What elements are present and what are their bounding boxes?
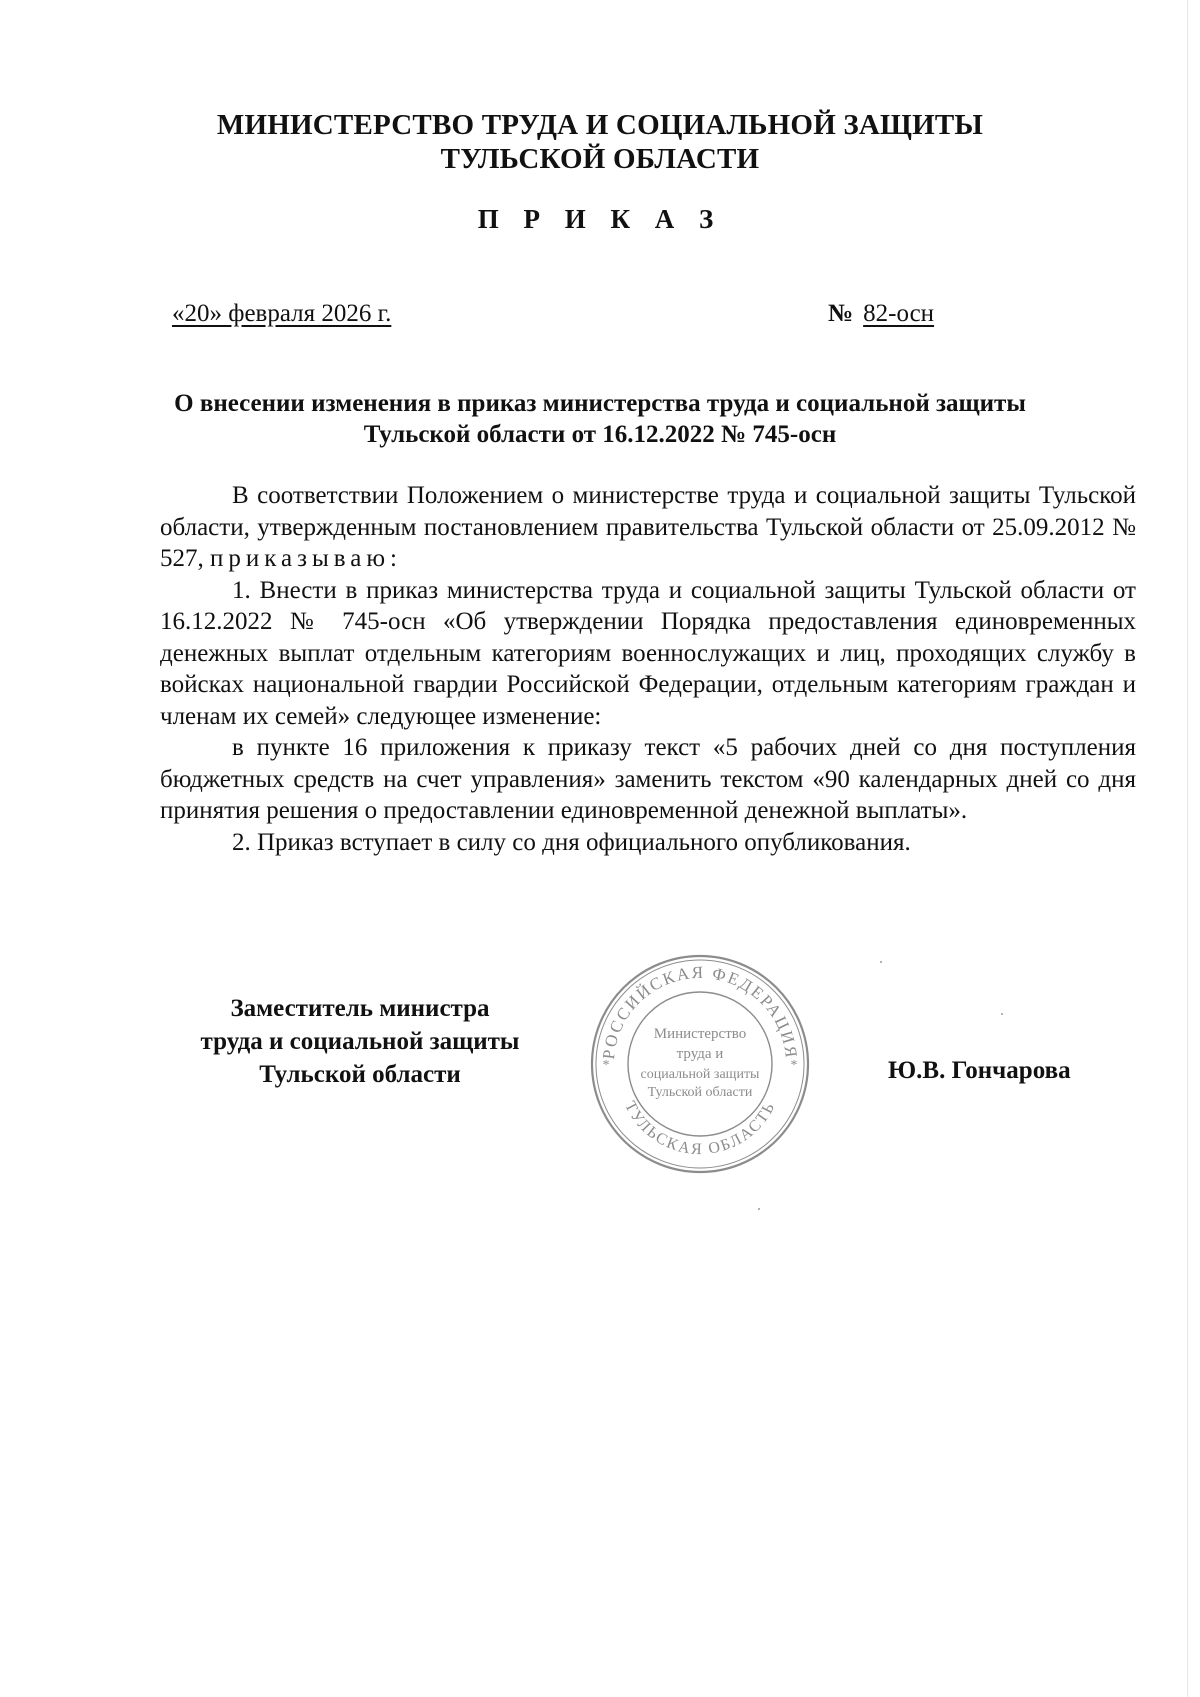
stamp-bottom-text: ТУЛЬСКАЯ ОБЛАСТЬ: [621, 1098, 779, 1159]
stamp-star-right-icon: *: [790, 1058, 798, 1073]
order-subject-line2: Тульской области от 16.12.2022 № 745-осн: [363, 421, 837, 448]
scan-edge-line: [1187, 0, 1188, 1697]
scan-speck: [1001, 1013, 1003, 1015]
order-number: [828, 300, 934, 328]
item-1-change-paragraph: в пункте 16 приложения к приказу текст «5 рабочих дней со дня поступления бюджетных средств на счет управления» заменить текстом «90 календарных дней со дня принятия решения о предоставлении единовременной денежной выплаты».: [160, 734, 1136, 824]
item-1-paragraph: 1. Внести в приказ министерства труда и социальной защиты Тульской области от 16.12.2022 № 745-осн «Об утверждении Порядка предоставления единовременных денежных выплат отдельным категориям военнослужащих и лиц, проходящих службу в войсках национальной гвардии Российской Федерации, отдельным категориям граждан и членам их семей» следующее изменение:: [160, 576, 1136, 730]
ministry-header-line2: ТУЛЬСКОЙ ОБЛАСТИ: [440, 143, 760, 175]
official-stamp: [584, 950, 816, 1178]
stamp-inner-ring: [628, 992, 772, 1136]
stamp-inner-line3: социальной защиты: [640, 1067, 760, 1082]
stamp-outer-ring-inner: [596, 960, 804, 1168]
stamp-inner-line4: Тульской области: [647, 1085, 753, 1100]
scan-speck: [880, 961, 882, 963]
preamble-decision: приказываю:: [210, 545, 402, 572]
stamp-inner-line1: Министерство: [653, 1026, 747, 1042]
signer-title: [160, 992, 560, 1091]
signer-title-line1: Заместитель министра: [230, 995, 490, 1022]
signer-title-line2: труда и социальной защиты: [200, 1028, 520, 1055]
preamble-paragraph: [160, 480, 1136, 575]
ministry-header-line1: МИНИСТЕРСТВО ТРУДА И СОЦИАЛЬНОЙ ЗАЩИТЫ: [216, 109, 984, 141]
order-number-label: №: [828, 300, 854, 327]
ministry-header: [150, 108, 1050, 176]
order-subject: [150, 388, 1050, 450]
order-number-value: 82-осн: [863, 300, 935, 327]
order-title: П Р И К А З: [477, 204, 723, 234]
stamp-star-left-icon: *: [602, 1058, 610, 1073]
stamp-inner-line2: труда и: [676, 1046, 724, 1062]
order-body: [160, 480, 1136, 858]
scan-speck: [758, 1208, 760, 1210]
item-2-paragraph: 2. Приказ вступает в силу со дня официального опубликования.: [232, 828, 911, 856]
signer-title-line3: Тульской области: [259, 1061, 461, 1088]
stamp-top-text: РОССИЙСКАЯ ФЕДЕРАЦИЯ: [599, 962, 802, 1061]
preamble-text: В соответствии Положением о министерстве труда и социальной защиты Тульской области, утвержденным постановлением правительства Тульской области от 25.09.2012 № 527,: [160, 482, 1136, 572]
order-date: «20» февраля 2026 г.: [172, 300, 392, 327]
order-subject-line1: О внесении изменения в приказ министерства труда и социальной защиты: [174, 390, 1026, 417]
signer-name: Ю.В. Гончарова: [888, 1057, 1071, 1084]
stamp-outer-ring: [592, 956, 808, 1172]
